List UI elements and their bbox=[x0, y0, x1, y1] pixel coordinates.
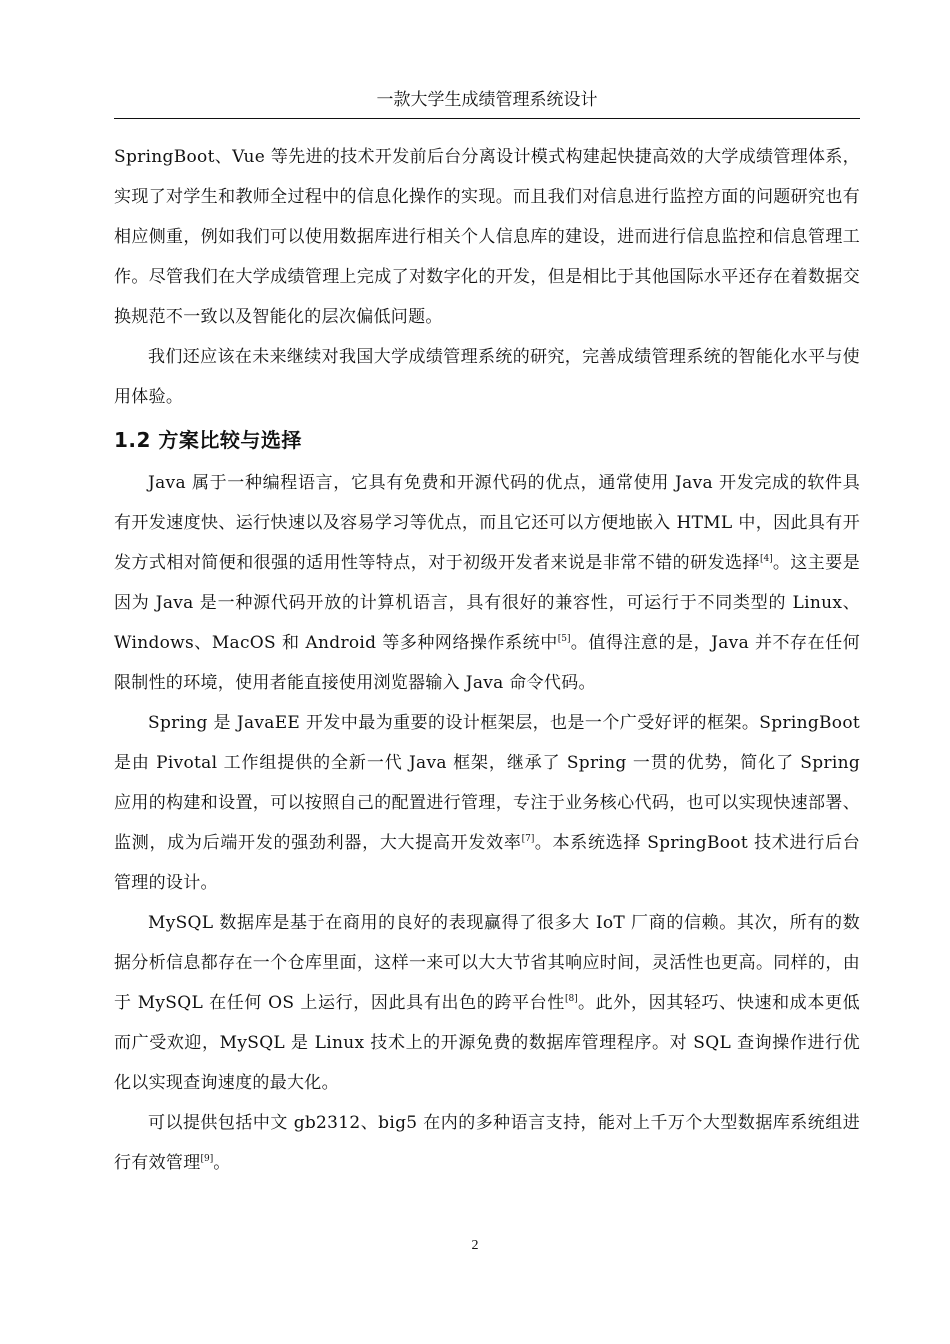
citation-ref: [4] bbox=[759, 554, 773, 564]
paragraph-continued: SpringBoot、Vue 等先进的技术开发前后台分离设计模式构建起快捷高效的大学成绩管理体系，实现了对学生和教师全过程中的信息化操作的实现。而且我们对信息进行监控方面的问题研究也有相应侧重，例如我们可以使用数据库进行相关个人信息库的建设，进而进行信息监控和信息管理工作。尽管我们在大学成绩管理上完成了对数字化的开发，但是相比于其他国际水平还存在着数据交换规范不一致以及智能化的层次偏低问题。 bbox=[114, 147, 860, 327]
header-rule bbox=[114, 118, 860, 119]
paragraph-future-work: 我们还应该在未来继续对我国大学成绩管理系统的研究，完善成绩管理系统的智能化水平与使用体验。 bbox=[114, 347, 860, 407]
java-text-2: 。这主要是因为 Java 是一种源代码开放的计算机语言，具有很好的兼容性，可运行于不同类型的 Linux、Windows、MacOS 和 Android 等多种网络操作系统中 bbox=[114, 553, 860, 653]
charset-text-1: 可以提供包括中文 gb2312、big5 在内的多种语言支持，能对上千万个大型数据库系统组进行有效管理 bbox=[114, 1113, 860, 1173]
paragraph-java bbox=[114, 463, 860, 703]
java-text-3: 。值得注意的是，Java 并不存在任何限制性的环境，使用者能直接使用浏览器输入 Java 命令代码。 bbox=[114, 633, 860, 693]
citation-ref: [5] bbox=[557, 634, 571, 644]
paragraph-spring bbox=[114, 703, 860, 903]
page-number: 2 bbox=[471, 1238, 479, 1253]
paragraph-charset bbox=[114, 1103, 860, 1183]
spring-text-2: 。本系统选择 SpringBoot 技术进行后台管理的设计。 bbox=[114, 833, 860, 893]
charset-text-2: 。 bbox=[213, 1153, 231, 1173]
running-header: 一款大学生成绩管理系统设计 bbox=[376, 90, 598, 110]
mysql-text-2: 。此外，因其轻巧、快速和成本更低而广受欢迎，MySQL 是 Linux 技术上的开源免费的数据库管理程序。对 SQL 查询操作进行优化以实现查询速度的最大化。 bbox=[114, 993, 860, 1093]
spring-text-1: Spring 是 JavaEE 开发中最为重要的设计框架层，也是一个广受好评的框架。SpringBoot 是由 Pivotal 工作组提供的全新一代 Java 框架，继承了 Spring 一贯的优势，简化了 Spring 应用的构建和设置，可以按照自己的配置进行管理，专注于业务核心代码，也可以实现快速部署、监测，成为后端开发的强劲利器，大大提高开发效率 bbox=[114, 713, 860, 853]
citation-ref: [7] bbox=[521, 834, 535, 844]
citation-ref: [9] bbox=[200, 1154, 214, 1164]
page-body bbox=[114, 137, 860, 1183]
citation-ref: [8] bbox=[564, 994, 578, 1004]
java-text-1: Java 属于一种编程语言，它具有免费和开源代码的优点，通常使用 Java 开发完成的软件具有开发速度快、运行快速以及容易学习等优点，而且它还可以方便地嵌入 HTML 中，因此具有开发方式相对简便和很强的适用性等特点，对于初级开发者来说是非常不错的研发选择 bbox=[114, 473, 860, 573]
section-heading: 1.2 方案比较与选择 bbox=[114, 428, 302, 452]
mysql-text-1: MySQL 数据库是基于在商用的良好的表现赢得了很多大 IoT 厂商的信赖。其次，所有的数据分析信息都存在一个仓库里面，这样一来可以大大节省其响应时间，灵活性也更高。同样的，由于 MySQL 在任何 OS 上运行，因此具有出色的跨平台性 bbox=[114, 913, 860, 1013]
paragraph-mysql bbox=[114, 903, 860, 1103]
